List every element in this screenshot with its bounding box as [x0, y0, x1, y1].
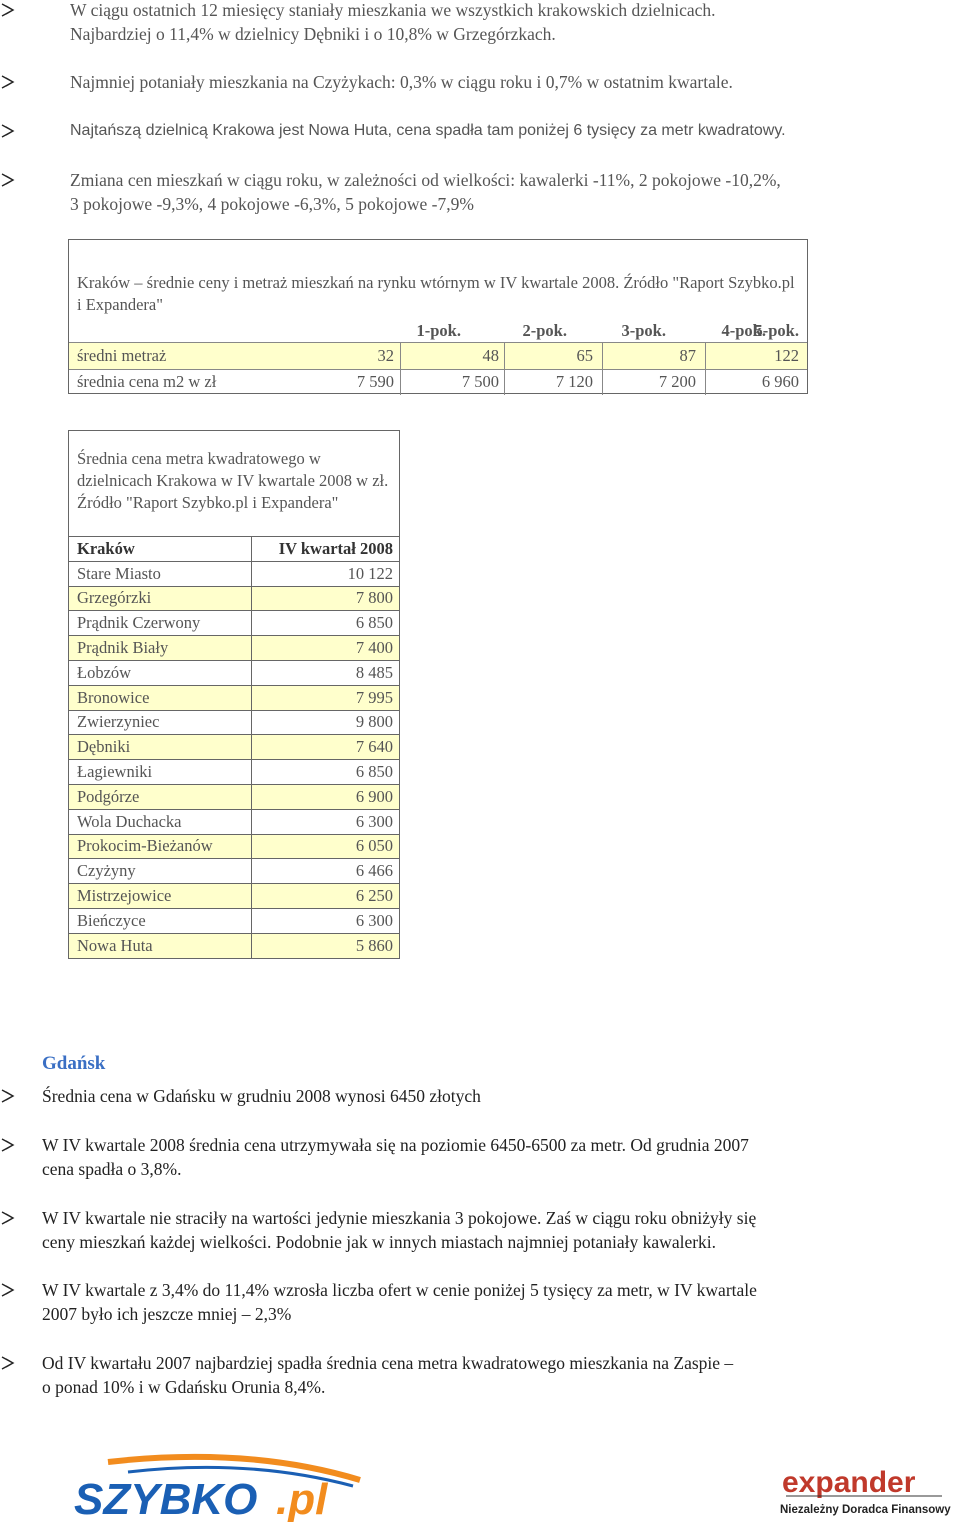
district-price: 6 300 [252, 809, 400, 834]
bullet-text: W IV kwartale z 3,4% do 11,4% wzrosła liczba ofert w cenie poniżej 5 tysięcy za metr, w IV kwartale 2007 było ich jeszcze mniej – 2,3% [42, 1280, 757, 1324]
szybko-logo [68, 1452, 368, 1522]
cell: 7 120 [555, 372, 593, 391]
price-size-table [68, 239, 808, 394]
district-price: 6 900 [252, 784, 400, 809]
bullet-2 [0, 70, 940, 94]
district-price: 10 122 [252, 561, 400, 586]
row-label: średnia cena m2 w zł [77, 372, 217, 391]
arrow-bullet-icon [0, 1206, 16, 1230]
district-name: Stare Miasto [69, 561, 252, 586]
table-row [69, 784, 400, 809]
table-row [69, 908, 400, 933]
district-name: Łagiewniki [69, 760, 252, 785]
svg-text:.pl: .pl [276, 1475, 328, 1522]
table-header-row [69, 537, 400, 562]
district-price: 8 485 [252, 660, 400, 685]
header-cell: 2-pok. [522, 321, 567, 340]
district-price: 7 400 [252, 636, 400, 661]
svg-text:Niezależny Doradca Finansowy: Niezależny Doradca Finansowy [780, 1504, 951, 1516]
cell: 7 500 [461, 372, 499, 391]
bullet-text: Najmniej potaniały mieszkania na Czyżykach: 0,3% w ciągu roku i 0,7% w ostatnim kwartale. [70, 72, 733, 92]
table-row [69, 760, 400, 785]
table-row [69, 884, 400, 909]
header-cell: 5-pok. [754, 321, 799, 340]
table-caption: Kraków – średnie ceny i metraż mieszkań na rynku wtórnym w IV kwartale 2008. Źródło "Raport Szybko.pl i Expandera" [77, 273, 795, 314]
cell: 87 [679, 346, 696, 365]
table-row [69, 859, 400, 884]
gdansk-bullet [0, 1133, 940, 1181]
arrow-bullet-icon [0, 1351, 16, 1375]
cell: 122 [774, 346, 799, 365]
gdansk-bullet [0, 1278, 940, 1326]
table-row [69, 809, 400, 834]
district-name: Wola Duchacka [69, 809, 252, 834]
header-cell: Kraków [69, 537, 252, 562]
arrow-bullet-icon [0, 1084, 16, 1108]
district-name: Nowa Huta [69, 933, 252, 958]
bullet-text: W IV kwartale nie straciły na wartości jedynie mieszkania 3 pokojowe. Zaś w ciągu roku obniżyły się ceny mieszkań każdej wielkości. Podobnie jak w innych miastach najmniej potaniały kawalerki. [42, 1208, 757, 1252]
table-row [69, 710, 400, 735]
district-price: 9 800 [252, 710, 400, 735]
expander-logo [776, 1462, 952, 1520]
bullet-text: Zmiana cen mieszkań w ciągu roku, w zależności od wielkości: kawalerki -11%, 2 pokojowe -10,2%, 3 pokojowe -9,3%, 4 pokojowe -6,3%, 5 pokojowe -7,9% [70, 170, 781, 214]
table-row [69, 586, 400, 611]
table-row [69, 343, 807, 369]
svg-text:SZYBKO: SZYBKO [74, 1475, 258, 1522]
arrow-bullet-icon [0, 0, 16, 22]
bullet-text: Od IV kwartału 2007 najbardziej spadła średnia cena metra kwadratowego mieszkania na Zaspie – o ponad 10% i w Gdańsku Orunia 8,4%. [42, 1353, 734, 1397]
table-row [69, 561, 400, 586]
bullet-text: W ciągu ostatnich 12 miesięcy staniały mieszkania we wszystkich krakowskich dzielnicach. Najbardziej o 11,4% w dzielnicy Dębniki i o 10,8% w Grzegórzkach. [70, 0, 716, 44]
district-price: 7 640 [252, 735, 400, 760]
bullet-text: Średnia cena w Gdańsku w grudniu 2008 wynosi 6450 złotych [42, 1086, 481, 1106]
header-cell: 3-pok. [621, 321, 666, 340]
gdansk-bullet [0, 1206, 940, 1254]
cell: 65 [576, 346, 593, 365]
district-name: Prądnik Biały [69, 636, 252, 661]
district-name: Prądnik Czerwony [69, 611, 252, 636]
table-header-row [69, 318, 807, 344]
district-name: Podgórze [69, 784, 252, 809]
district-name: Prokocim-Bieżanów [69, 834, 252, 859]
district-price: 6 300 [252, 908, 400, 933]
district-name: Łobzów [69, 660, 252, 685]
header-cell: 4-pok. [721, 321, 766, 340]
table-row [69, 636, 400, 661]
table-row [69, 735, 400, 760]
cell: 48 [482, 346, 499, 365]
table-row [69, 933, 400, 958]
bullet-1 [0, 0, 940, 46]
arrow-bullet-icon [0, 119, 16, 143]
district-table-caption-box [68, 430, 400, 536]
district-name: Bieńczyce [69, 908, 252, 933]
table-row [69, 611, 400, 636]
district-price: 6 250 [252, 884, 400, 909]
district-name: Dębniki [69, 735, 252, 760]
row-label: średni metraż [77, 346, 167, 365]
district-name: Zwierzyniec [69, 710, 252, 735]
district-name: Bronowice [69, 685, 252, 710]
arrow-bullet-icon [0, 168, 16, 192]
district-price: 6 466 [252, 859, 400, 884]
bullet-4 [0, 168, 940, 216]
district-price: 6 850 [252, 760, 400, 785]
table-row [69, 685, 400, 710]
cell: 7 590 [356, 372, 394, 391]
district-price-table [68, 536, 400, 959]
district-price: 6 850 [252, 611, 400, 636]
table-row [69, 369, 807, 395]
district-price: 5 860 [252, 933, 400, 958]
bullet-text: Najtańszą dzielnicą Krakowa jest Nowa Huta, cena spadła tam poniżej 6 tysięcy za metr kwadratowy. [70, 122, 786, 139]
table-row [69, 660, 400, 685]
table-row [69, 834, 400, 859]
cell: 6 960 [761, 372, 799, 391]
district-price: 6 050 [252, 834, 400, 859]
district-price: 7 995 [252, 685, 400, 710]
district-name: Mistrzejowice [69, 884, 252, 909]
bullet-3 [0, 119, 940, 143]
gdansk-bullet [0, 1351, 940, 1399]
cell: 7 200 [658, 372, 696, 391]
district-name: Czyżyny [69, 859, 252, 884]
arrow-bullet-icon [0, 1278, 16, 1302]
district-name: Grzegórzki [69, 586, 252, 611]
arrow-bullet-icon [0, 1133, 16, 1157]
gdansk-bullet [0, 1084, 940, 1108]
table-caption: Średnia cena metra kwadratowego w dzielnicach Krakowa w IV kwartale 2008 w zł. Źródło "Raport Szybko.pl i Expandera" [77, 449, 389, 512]
arrow-bullet-icon [0, 70, 16, 94]
section-title: Gdańsk [42, 1053, 106, 1074]
header-cell: IV kwartał 2008 [252, 537, 400, 562]
svg-text:expander: expander [782, 1466, 916, 1499]
header-cell: 1-pok. [416, 321, 461, 340]
cell: 32 [377, 346, 394, 365]
district-price: 7 800 [252, 586, 400, 611]
bullet-text: W IV kwartale 2008 średnia cena utrzymywała się na poziomie 6450-6500 za metr. Od grudnia 2007 cena spadła o 3,8%. [42, 1135, 749, 1179]
